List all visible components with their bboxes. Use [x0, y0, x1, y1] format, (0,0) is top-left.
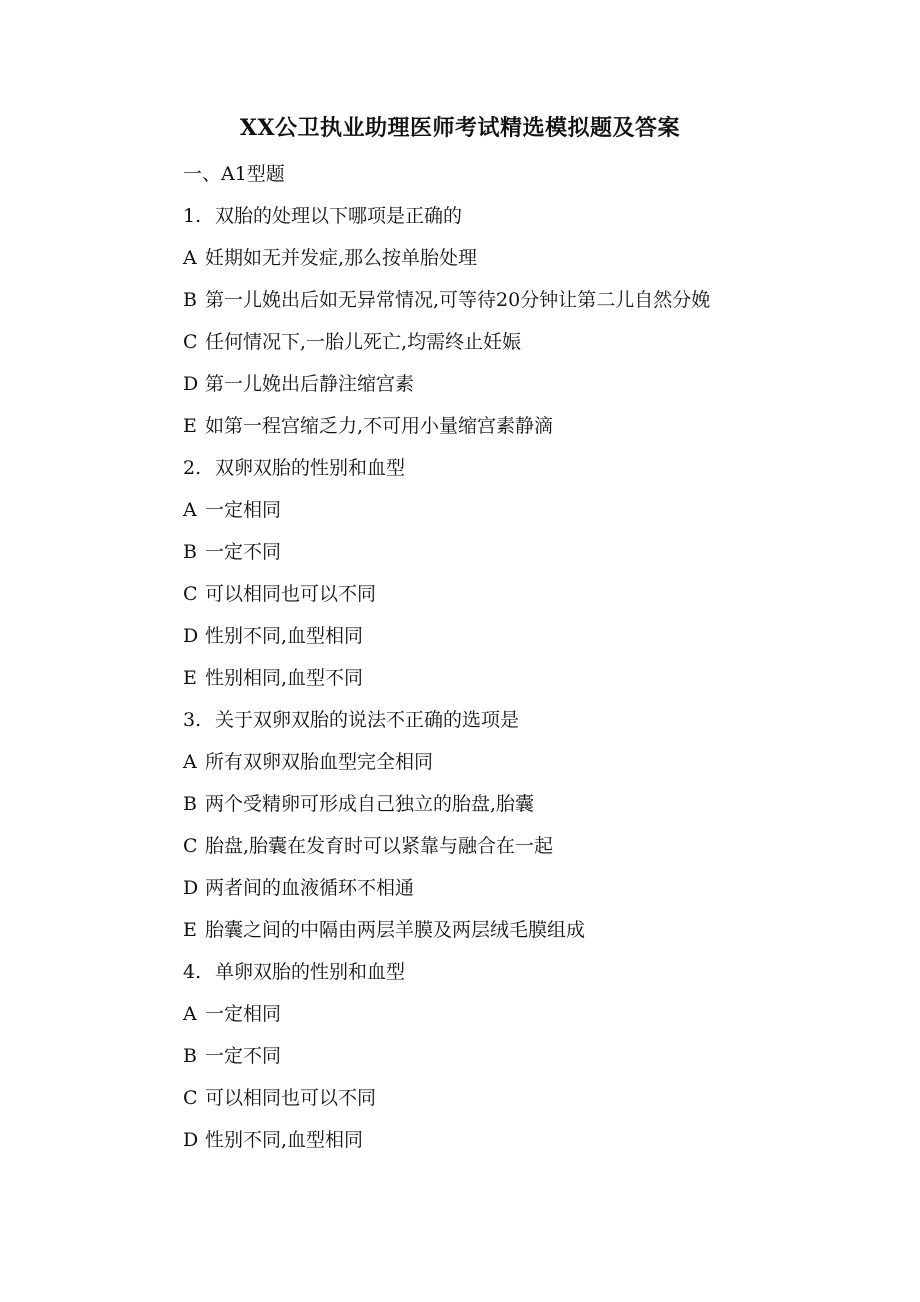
- answer-option: [183, 408, 883, 450]
- answer-option: [183, 996, 883, 1038]
- option-letter: A: [183, 247, 197, 269]
- option-text: 性别相同,血型不同: [205, 667, 364, 689]
- answer-option: [183, 492, 883, 534]
- option-letter: C: [183, 835, 198, 857]
- question-text: 双卵双胎的性别和血型: [215, 457, 406, 479]
- option-text: 如第一程宫缩乏力,不可用小量缩宫素静滴: [205, 415, 554, 437]
- answer-option: [183, 1122, 883, 1164]
- answer-option: [183, 534, 883, 576]
- option-text: 两个受精卵可形成自己独立的胎盘,胎囊: [205, 793, 535, 815]
- section-heading: 一、A1型题: [183, 163, 285, 185]
- question-number: 1.: [183, 205, 202, 227]
- option-letter: B: [183, 289, 197, 311]
- option-letter: E: [183, 415, 197, 437]
- answer-option: [183, 660, 883, 702]
- question-text: 单卵双胎的性别和血型: [215, 961, 406, 983]
- option-letter: C: [183, 583, 198, 605]
- question-number: 3.: [183, 709, 202, 731]
- question-stem: [183, 954, 883, 996]
- option-letter: D: [183, 877, 199, 899]
- option-text: 一定相同: [205, 1003, 282, 1025]
- answer-option: [183, 576, 883, 618]
- answer-option: [183, 870, 883, 912]
- option-letter: A: [183, 1003, 197, 1025]
- option-letter: B: [183, 541, 197, 563]
- question-stem: [183, 702, 883, 744]
- answer-option: [183, 786, 883, 828]
- option-letter: D: [183, 1129, 199, 1151]
- answer-option: [183, 828, 883, 870]
- answer-option: [183, 912, 883, 954]
- option-text: 所有双卵双胎血型完全相同: [205, 751, 434, 773]
- option-text: 一定相同: [205, 499, 282, 521]
- question-number: 4.: [183, 961, 202, 983]
- question-stem: [183, 198, 883, 240]
- option-letter: E: [183, 919, 197, 941]
- document-title: XX公卫执业助理医师考试精选模拟题及答案: [239, 115, 681, 141]
- question-list: [183, 198, 883, 1164]
- answer-option: [183, 1038, 883, 1080]
- question-text: 关于双卵双胎的说法不正确的选项是: [215, 709, 520, 731]
- option-text: 两者间的血液循环不相通: [205, 877, 415, 899]
- option-text: 一定不同: [205, 1045, 282, 1067]
- question-number: 2.: [183, 457, 202, 479]
- option-letter: E: [183, 667, 197, 689]
- option-letter: A: [183, 751, 197, 773]
- option-letter: A: [183, 499, 197, 521]
- option-letter: B: [183, 1045, 197, 1067]
- answer-option: [183, 1080, 883, 1122]
- option-letter: B: [183, 793, 197, 815]
- option-text: 性别不同,血型相同: [205, 1129, 364, 1151]
- option-text: 胎囊之间的中隔由两层羊膜及两层绒毛膜组成: [205, 919, 586, 941]
- option-text: 第一儿娩出后如无异常情况,可等待20分钟让第二儿自然分娩: [205, 289, 711, 311]
- answer-option: [183, 744, 883, 786]
- answer-option: [183, 618, 883, 660]
- answer-option: [183, 366, 883, 408]
- question-stem: [183, 450, 883, 492]
- option-letter: C: [183, 1087, 198, 1109]
- option-letter: C: [183, 331, 198, 353]
- option-text: 任何情况下,一胎儿死亡,均需终止妊娠: [205, 331, 522, 353]
- option-text: 可以相同也可以不同: [205, 583, 377, 605]
- answer-option: [183, 324, 883, 366]
- option-text: 性别不同,血型相同: [205, 625, 364, 647]
- option-letter: D: [183, 373, 199, 395]
- option-letter: D: [183, 625, 199, 647]
- option-text: 可以相同也可以不同: [205, 1087, 377, 1109]
- question-text: 双胎的处理以下哪项是正确的: [215, 205, 463, 227]
- answer-option: [183, 240, 883, 282]
- answer-option: [183, 282, 883, 324]
- option-text: 胎盘,胎囊在发育时可以紧靠与融合在一起: [205, 835, 554, 857]
- option-text: 第一儿娩出后静注缩宫素: [205, 373, 415, 395]
- option-text: 一定不同: [205, 541, 282, 563]
- option-text: 妊期如无并发症,那么按单胎处理: [205, 247, 478, 269]
